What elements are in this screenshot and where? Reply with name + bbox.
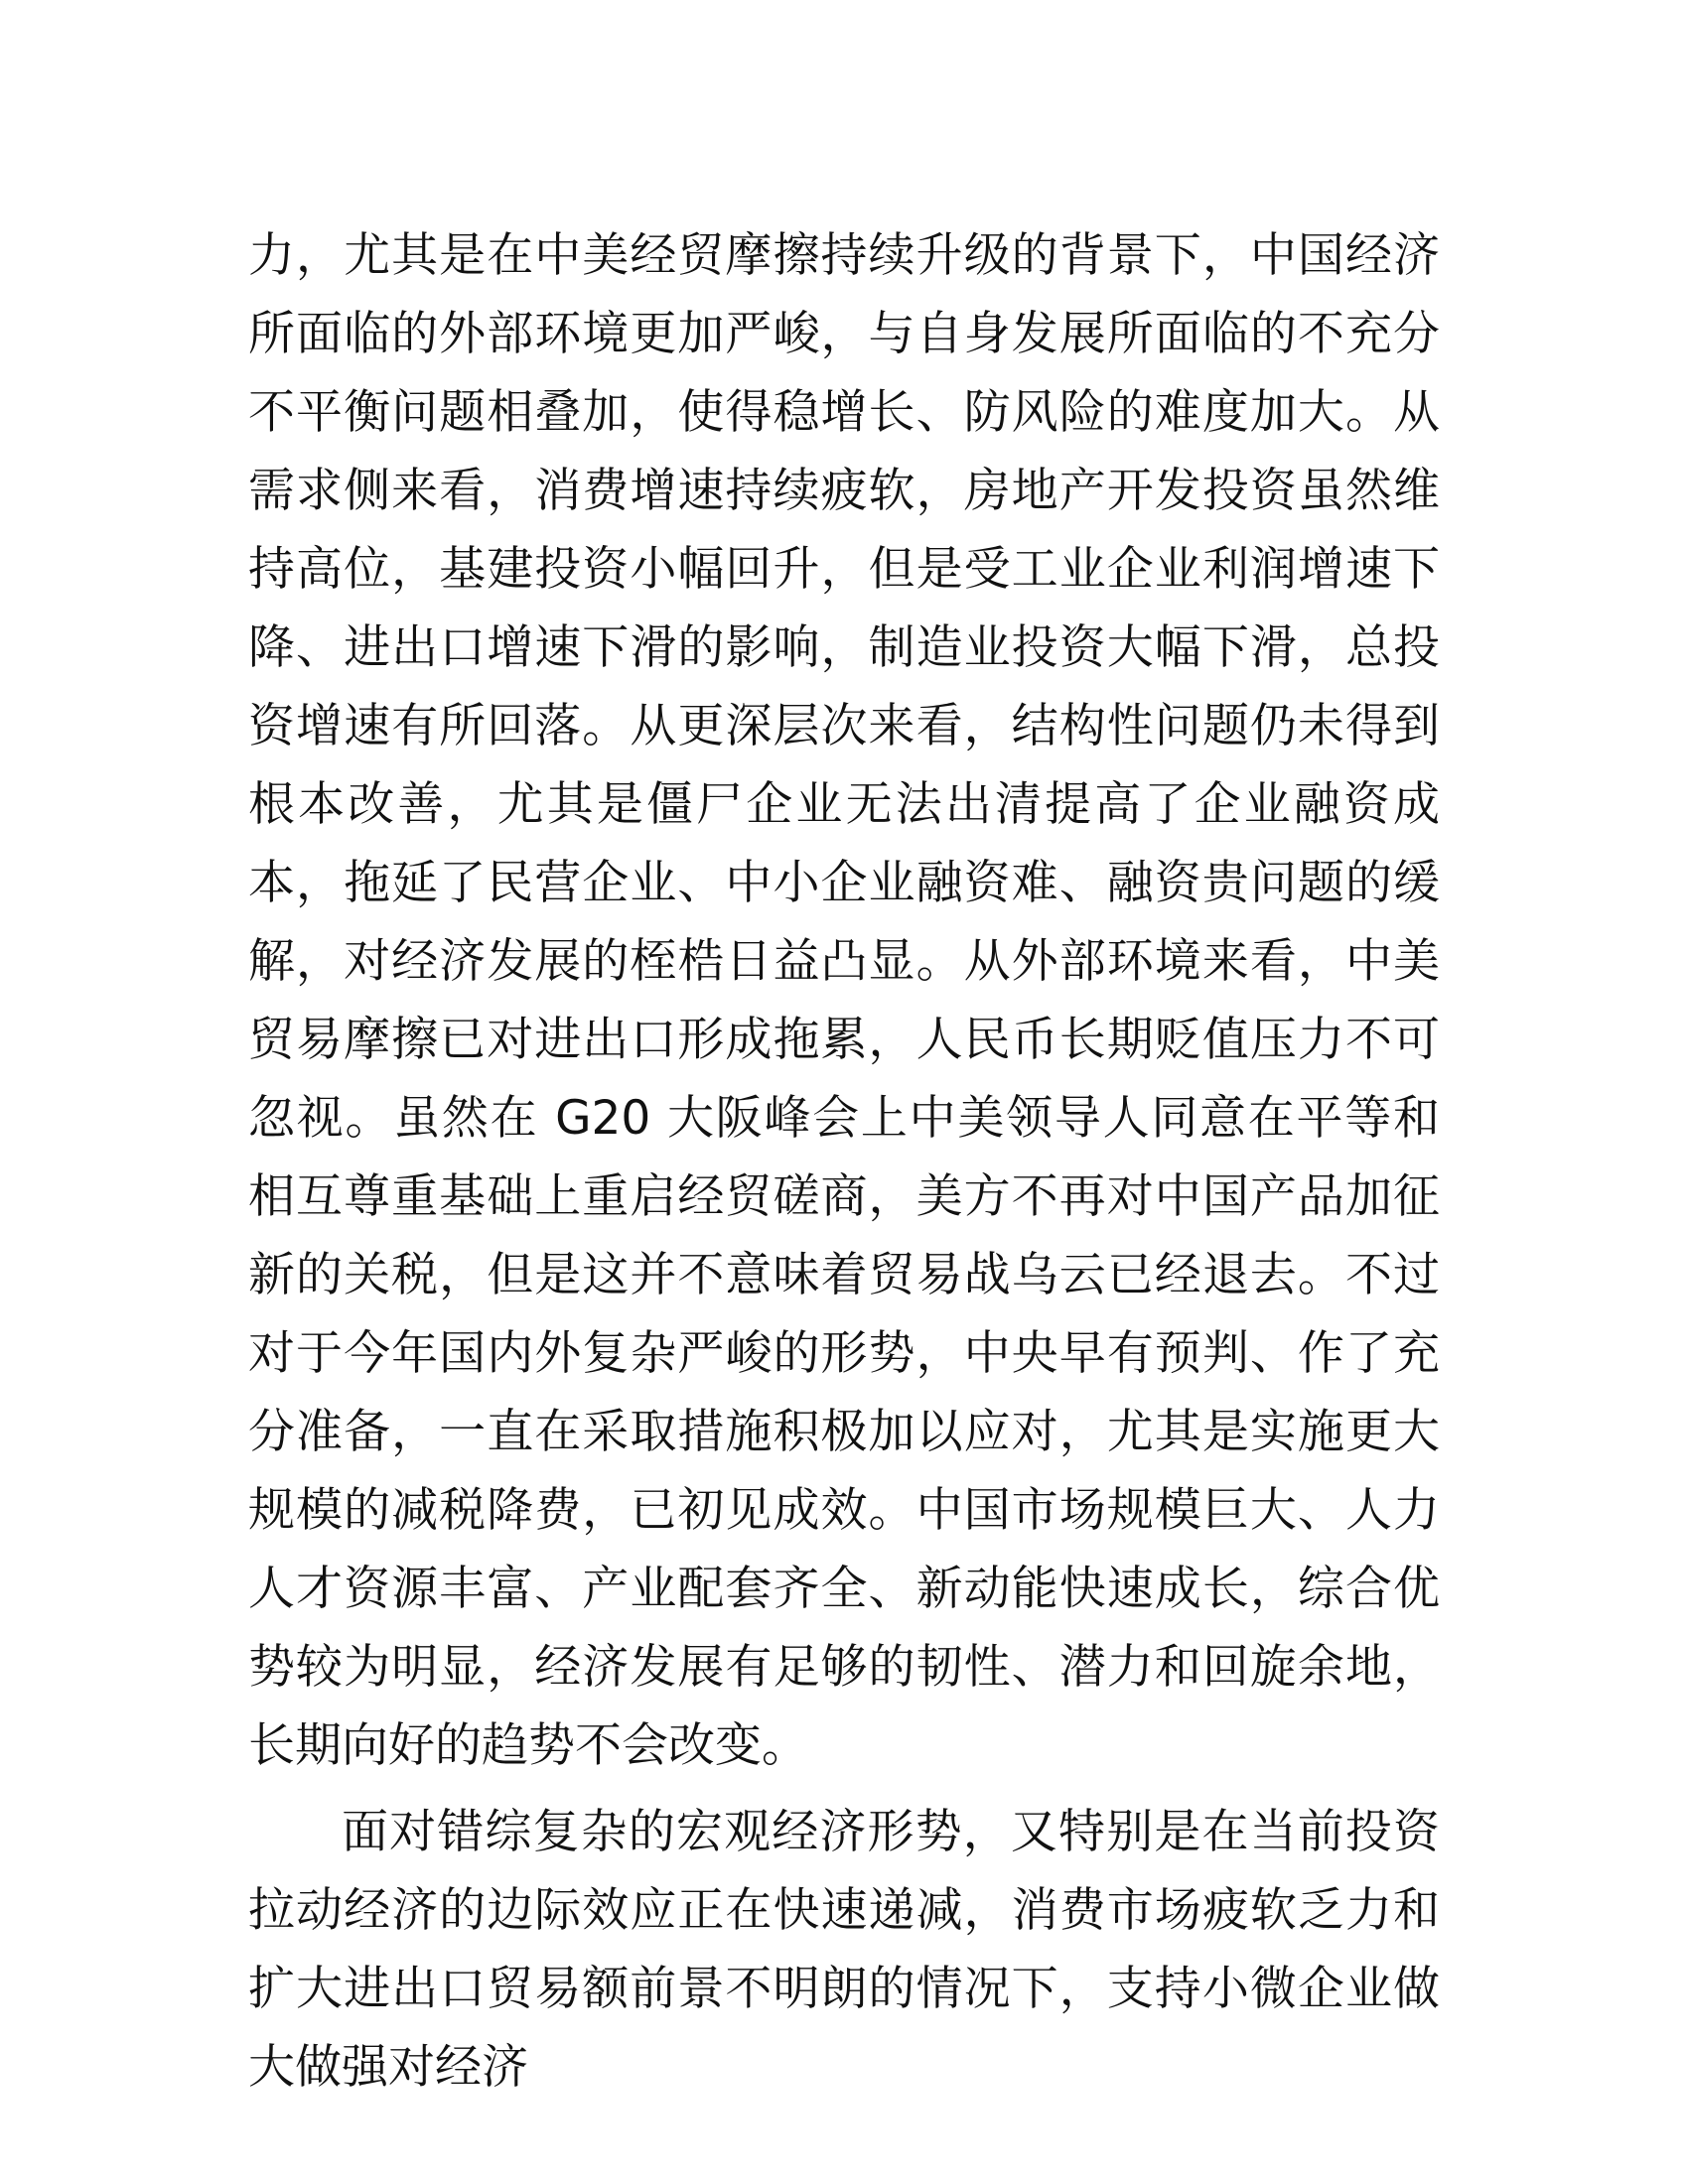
paragraph-1: 力，尤其是在中美经贸摩擦持续升级的背景下，中国经济所面临的外部环境更加严峻，与自身发展所面临的不充分不平衡问题相叠加，使得稳增长、防风险的难度加大。从需求侧来看，消费增速持续疲软，房地产开发投资虽然维持高位，基建投资小幅回升，但是受工业企业利润增速下降、进出口增速下滑的影响，制造业投资大幅下滑，总投资增速有所回落。从更深层次来看，结构性问题仍未得到根本改善，尤其是僵尸企业无法出清提高了企业融资成本，拖延了民营企业、中小企业融资难、融资贵问题的缓解，对经济发展的桎梏日益凸显。从外部环境来看，中美贸易摩擦已对进出口形成拖累，人民币长期贬值压力不可忽视。虽然在 G20 大阪峰会上中美领导人同意在平等和相互尊重基础上重启经贸磋商，美方不再对中国产品加征新的关税，但是这并不意味着贸易战乌云已经退去。不过对于今年国内外复杂严峻的形势，中央早有预判、作了充分准备，一直在采取措施积极加以应对，尤其是实施更大规模的减税降费，已初见成效。中国市场规模巨大、人力人才资源丰富、产业配套齐全、新动能快速成长，综合优势较为明显，经济发展有足够的韧性、潜力和回旋余地，长期向好的趋势不会改变。: [248, 228, 1440, 1773]
body-text: [248, 216, 1440, 2107]
paragraph-2: 面对错综复杂的宏观经济形势，又特别是在当前投资拉动经济的边际效应正在快速递减，消费市场疲软乏力和扩大进出口贸易额前景不明朗的情况下，支持小微企业做大做强对经济: [248, 1805, 1440, 2095]
